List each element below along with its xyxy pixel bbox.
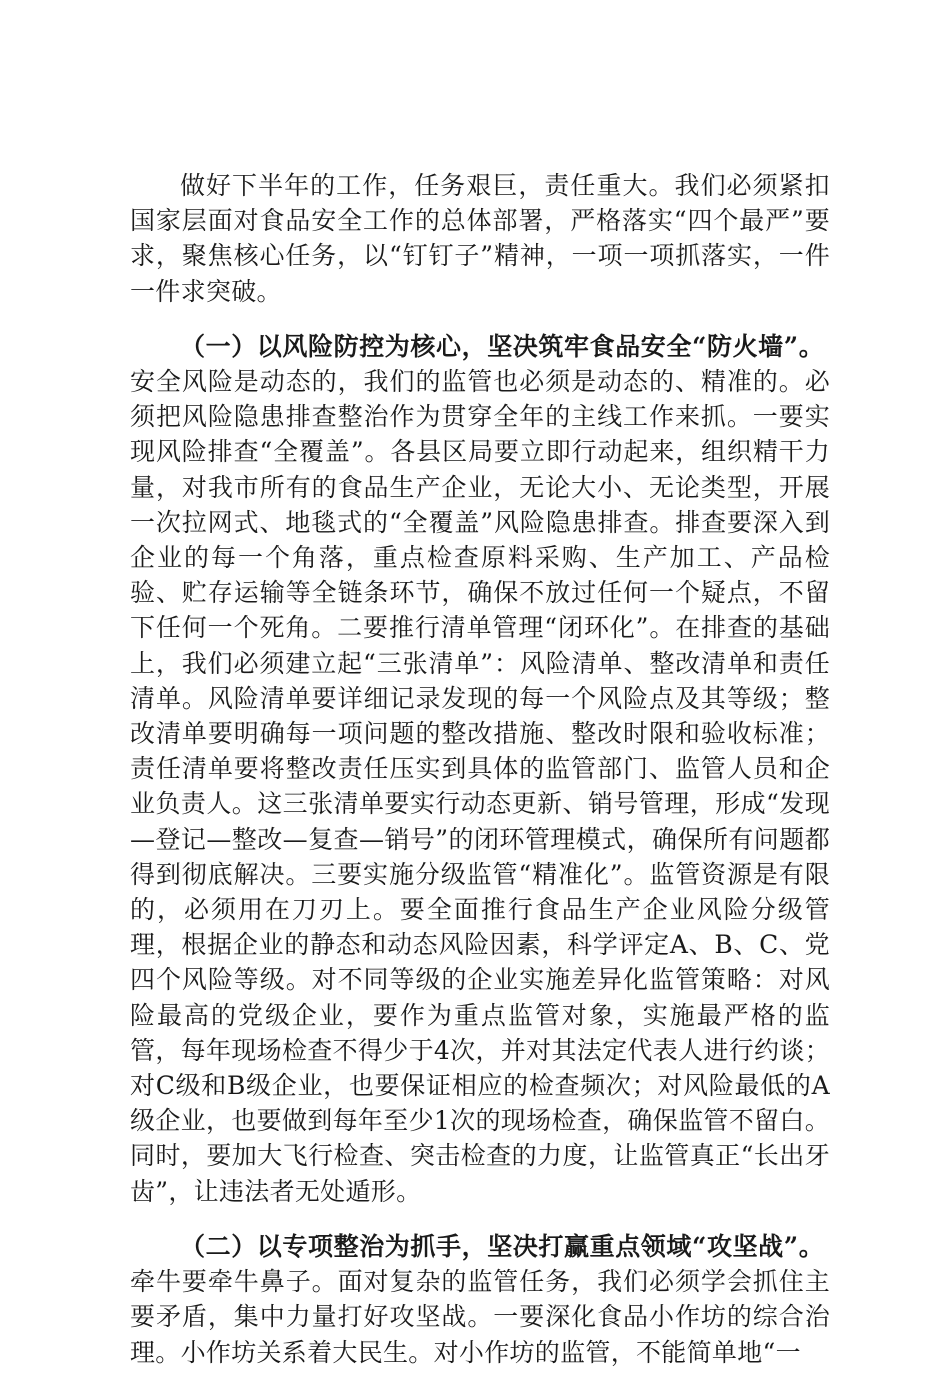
section-1-body: 安全风险是动态的，我们的监管也必须是动态的、精准的。必须把风险隐患排查整治作为贯穿全年的主线工作来抓。一要实现风险排查“全覆盖”。各县区局要立即行动起来，组织精干力量，对我市所有的食品生产企业，无论大小、无论类型，开展一次拉网式、地毯式的“全覆盖”风险隐患排查。排查要深入到企业的每一个角落，重点检查原料采购、生产加工、产品检验、贮存运输等全链条环节，确保不放过任何一个疑点，不留下任何一个死角。二要推行清单管理“闭环化”。在排查的基础上，我们必须建立起“三张清单”：风险清单、整改清单和责任清单。风险清单要详细记录发现的每一个风险点及其等级；整改清单要明确每一项问题的整改措施、整改时限和验收标准；责任清单要将整改责任压实到具体的监管部门、监管人员和企业负责人。这三张清单要实行动态更新、销号管理，形成“发现—登记—整改—复查—销号”的闭环管理模式，确保所有问题都得到彻底解决。三要实施分级监管“精准化”。监管资源是有限的，必须用在刀刃上。要全面推行食品生产企业风险分级管理，根据企业的静态和动态风险因素，科学评定A、B、C、党四个风险等级。对不同等级的企业实施差异化监管策略：对风险最高的党级企业，要作为重点监管对象，实施最严格的监管，每年现场检查不得少于4次，并对其法定代表人进行约谈；对C级和B级企业，也要保证相应的检查频次；对风险最低的A级企业，也要做到每年至少1次的现场检查，确保监管不留白。同时，要加大飞行检查、突击检查的力度，让监管真正“长出牙齿”，让违法者无处遁形。 (130, 367, 830, 1206)
section-2 (130, 1229, 830, 1370)
section-2-body: 牵牛要牵牛鼻子。面对复杂的监管任务，我们必须学会抓住主要矛盾，集中力量打好攻坚战。一要深化食品小作坊的综合治理。小作坊关系着大民生。对小作坊的监管，不能简单地“一 (130, 1267, 830, 1367)
intro-paragraph: 做好下半年的工作，任务艰巨，责任重大。我们必须紧扣国家层面对食品安全工作的总体部署，严格落实“四个最严”要求，聚焦核心任务，以“钉钉子”精神，一项一项抓落实，一件一件求突破。 (130, 171, 830, 306)
section-1-heading: （一）以风险防控为核心，坚决筑牢食品安全“防火墙”。 (180, 331, 825, 361)
section-1 (130, 329, 830, 1209)
document-body (130, 168, 830, 1390)
section-2-heading: （二）以专项整治为抓手，坚决打赢重点领域“攻坚战”。 (180, 1231, 825, 1261)
